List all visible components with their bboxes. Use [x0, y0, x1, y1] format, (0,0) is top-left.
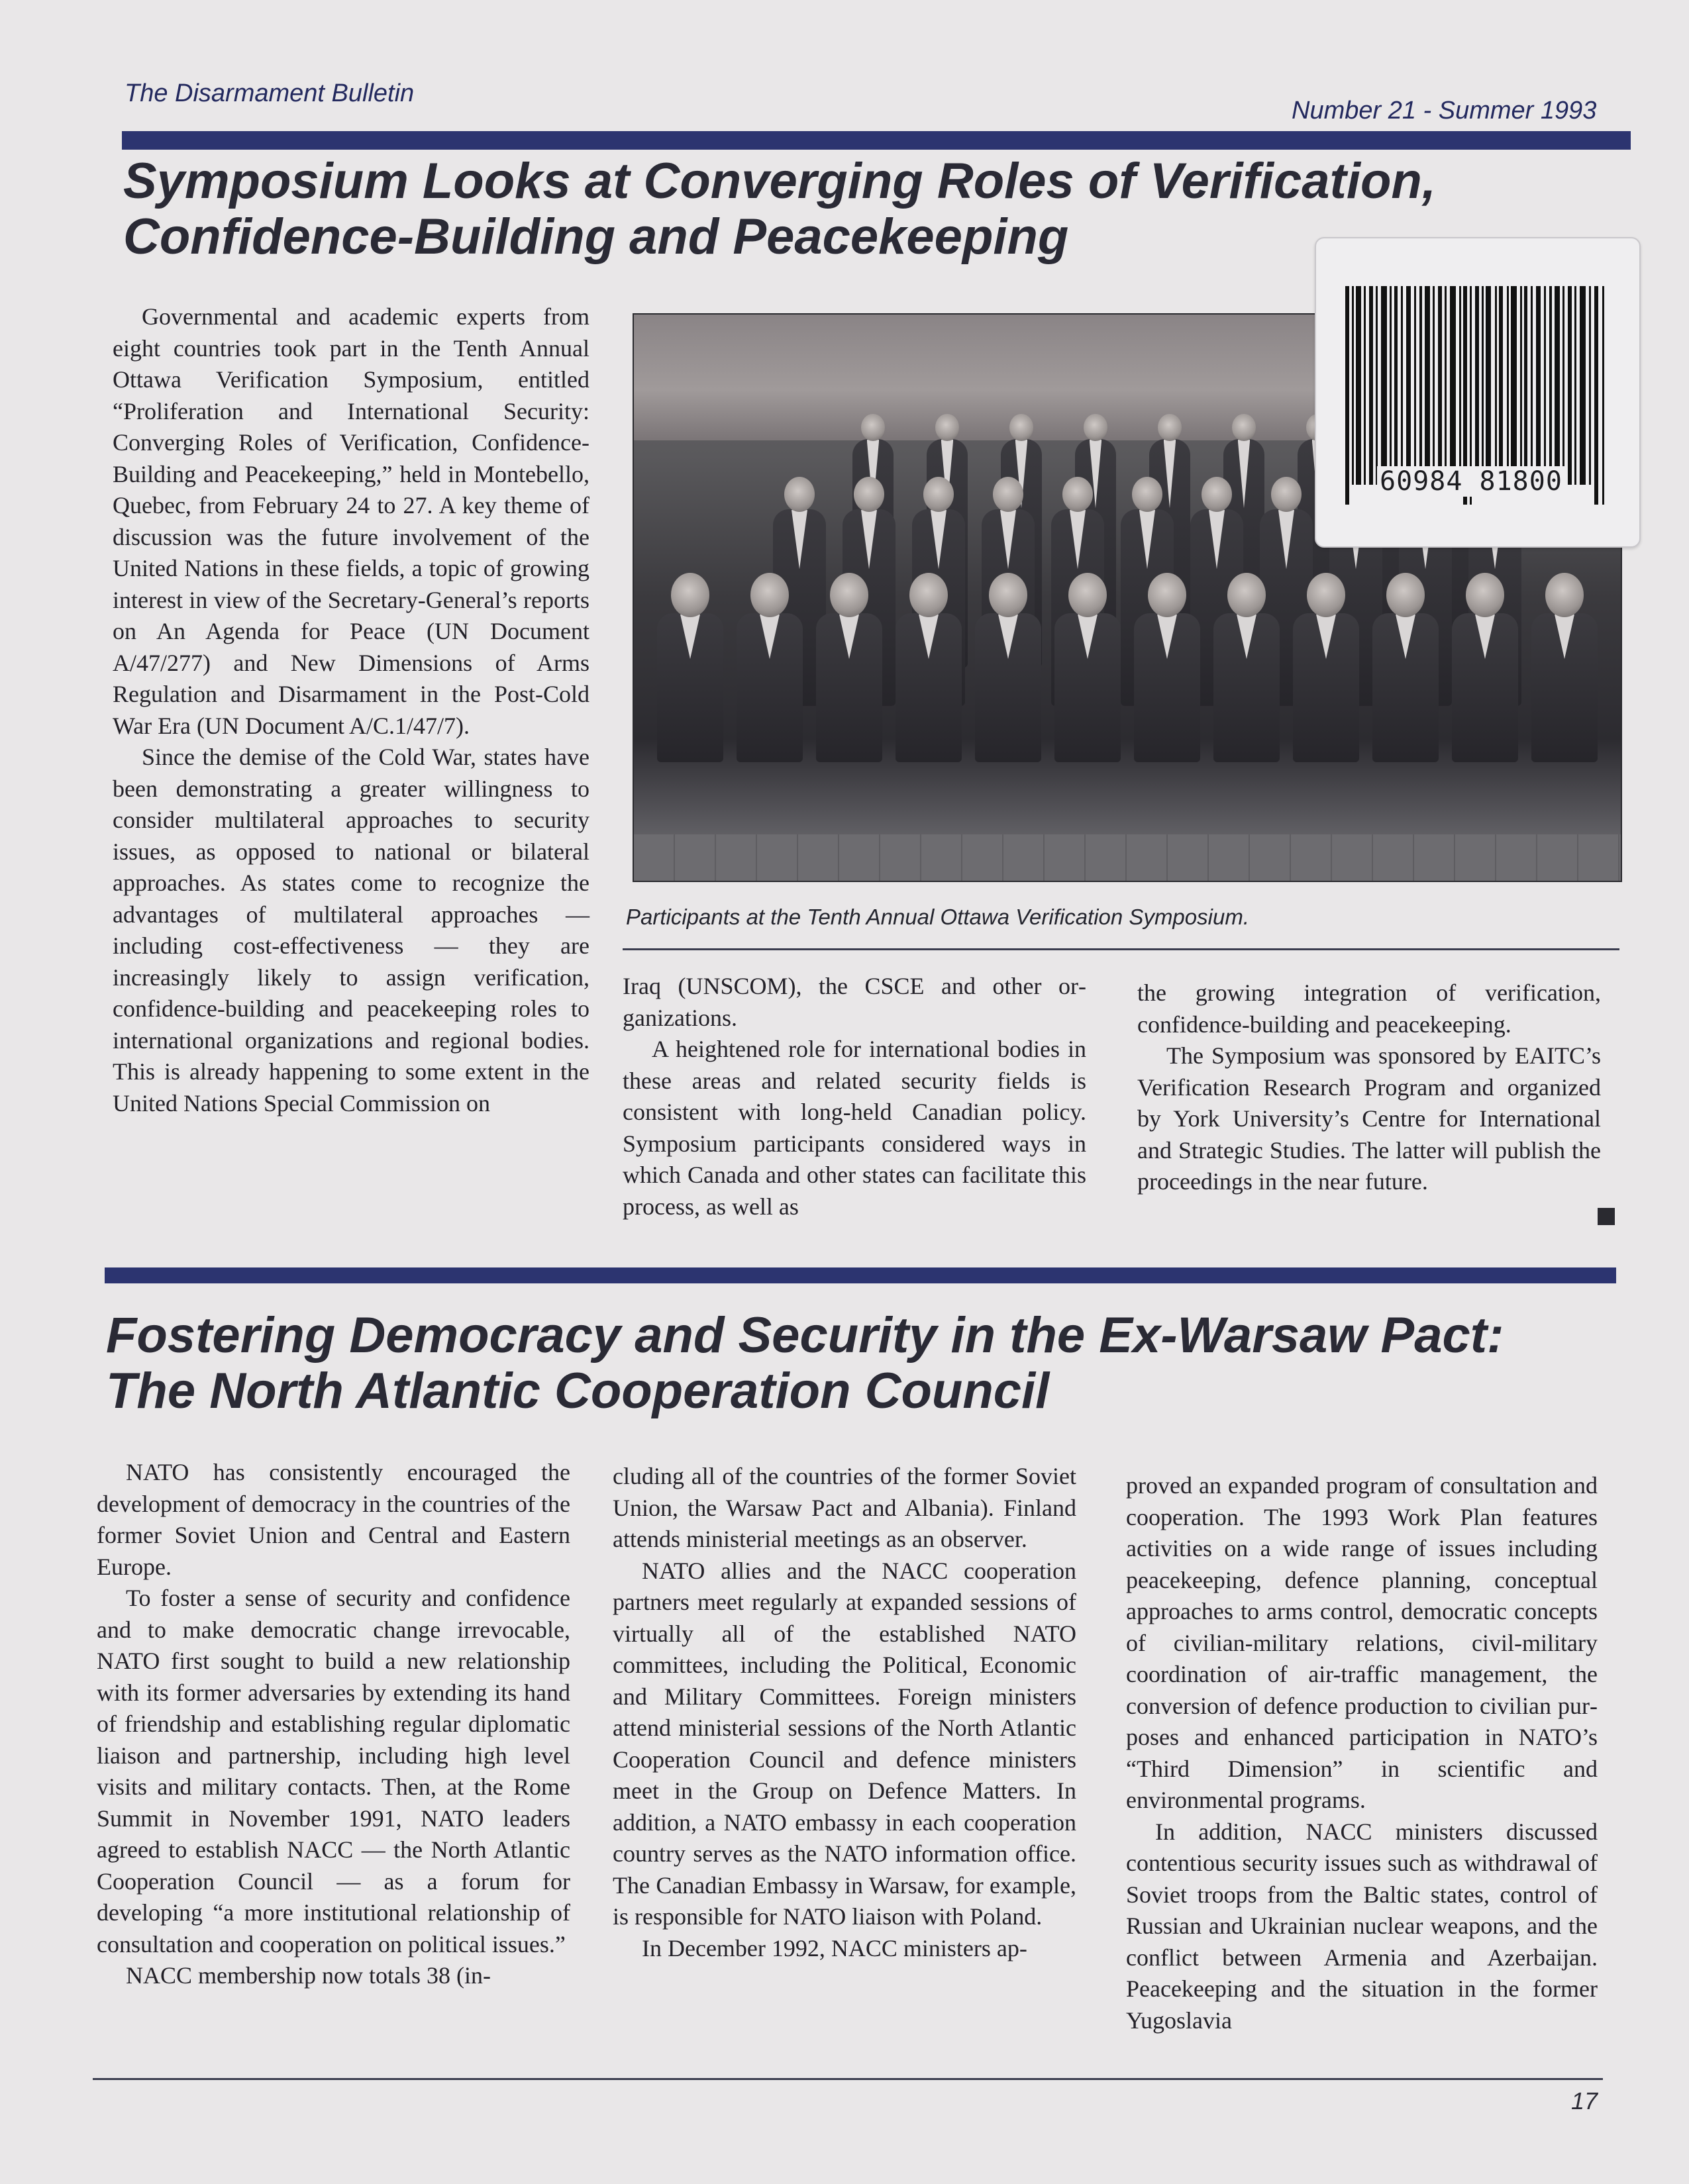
article1-paragraph: Since the demise of the Cold War, states have been demonstrating a greater willingness to consider multilateral approaches to security issues, as opposed to national or bilateral approaches. As states come to recognize the advantages of multilateral approaches — including cost-effectiveness — they are increasingly likely to assign verification, confidence-building and peacekeeping roles to international organizations and regional bodies. This is already happening to some extent in the United Nations Special Commission on — [113, 744, 589, 1117]
publication-name: The Disarmament Bulletin — [125, 79, 415, 107]
article1-headline — [123, 154, 1448, 264]
article1-paragraph: the growing integration of verification, confidence-building and peacekeeping. — [1137, 979, 1601, 1038]
article2-column-1 — [97, 1457, 570, 1992]
article2-headline-line1: Fostering Democracy and Security in the Ex-Warsaw Pact: — [106, 1307, 1504, 1364]
end-of-article-mark — [1598, 1208, 1615, 1225]
article1-paragraph: A heightened role for international bodies in these areas and related security fields is consistent with long-held Canadian policy. Symposium participants considered ways in which Canada and other states can facilitate this process, as well as — [623, 1036, 1086, 1220]
page-number: 17 — [1571, 2087, 1598, 2114]
section-rule — [105, 1267, 1616, 1283]
article2-paragraph: In December 1992, NACC ministers ap- — [642, 1934, 1027, 1961]
barcode-sticker — [1315, 237, 1641, 548]
footer-rule — [93, 2078, 1603, 2080]
header-rule — [122, 131, 1631, 150]
article2-column-3 — [1126, 1470, 1598, 2036]
article2-paragraph: In addition, NACC ministers discussed contentious security issues such as withdrawal of Soviet troops from the Baltic states, control of Russian and Ukrainian nuclear weapons, and the conflict between Armenia and Azerbaijan. Peacekeeping and the situation in the former Yugoslavia — [1126, 1818, 1598, 2034]
photo-floor — [634, 834, 1621, 881]
article2-headline — [106, 1308, 1629, 1418]
article1-paragraph: Governmental and academic experts from eight countries took part in the Tenth Annual Ottawa Verification Symposium, entitled “Proliferation and International Security: Converging Roles of Verification, Confidence-Building and Peacekeeping,” held in Montebello, Quebec, from February 24 to 27. A key theme of discussion was the future involvement of the United Nations in these fields, a topic of growing interest in view of the Secretary-General’s reports on An Agenda for Peace (UN Document A/47/277) and New Dimensions of Arms Regulation and Disarmament in the Post-Cold War Era (UN Document A/C.1/47/7). — [113, 303, 589, 739]
caption-rule — [623, 948, 1619, 950]
article2-paragraph: NATO has consistently encouraged the development of democracy in the countries of the former Soviet Union and Central and Eastern Europe. — [97, 1459, 570, 1580]
article1-paragraph: The Symposium was sponsored by EAITC’s Verification Research Program and organized by York University’s Centre for International and Strategic Studies. The latter will publish the proceedings in the near future. — [1137, 1042, 1601, 1195]
article2-paragraph: proved an expanded program of consultation and cooperation. The 1993 Work Plan features activities on a wide range of issues including peacekeeping, defence planning, conceptual approaches to arms control, democratic concepts of civilian-military relations, civil-military coordination of air-traffic management, the conversion of defence production to civilian purposes and enhanced participation in NATO’s “Third Dimension” in scientific and environmental programs. — [1126, 1472, 1598, 1813]
article1-headline-line1: Symposium Looks at Converging Roles of Verification, — [123, 153, 1436, 209]
article1-paragraph: Iraq (UNSCOM), the CSCE and other organizations. — [623, 973, 1086, 1031]
barcode-number: 60984 81800 — [1377, 466, 1565, 497]
article1-column-2 — [623, 971, 1086, 1222]
article2-paragraph: NACC membership now totals 38 (in- — [126, 1962, 491, 1989]
article2-headline-line2: The North Atlantic Cooperation Council — [106, 1362, 1050, 1419]
article1-column-3 — [1137, 977, 1601, 1198]
article1-headline-line2: Confidence-Building and Peacekeeping — [123, 208, 1069, 265]
article2-paragraph: NATO allies and the NACC cooperation partners meet regularly at expanded sessions of virtually all of the established NATO committees, including the Political, Economic and Military Committees. Foreign ministers attend ministerial sessions of the North Atlantic Cooperation Council and defence ministers meet in the Group on Defence Matters. In addition, a NATO embassy in each cooperation country serves as the NATO information office. The Canadian Embassy in Warsaw, for example, is responsible for NATO liaison with Poland. — [613, 1557, 1076, 1930]
article2-column-2 — [613, 1461, 1076, 1964]
issue-label: Number 21 - Summer 1993 — [1292, 97, 1597, 124]
photo-caption: Participants at the Tenth Annual Ottawa Verification Symposium. — [626, 905, 1249, 929]
article2-paragraph: To foster a sense of security and confidence and to make democratic change irrevocable, NATO first sought to build a new relationship with its former adversaries by extending its hand of friendship and establishing regular diplomatic liaison and partnership, including high level visits and military contacts. Then, at the Rome Summit in November 1991, NATO leaders agreed to establish NACC — the North Atlantic Cooperation Council — as a forum for developing “a more institutional relationship of consultation and cooperation on political issues.” — [97, 1585, 570, 1958]
article2-paragraph: cluding all of the countries of the former Soviet Union, the Warsaw Pact and Albania). Finland attends ministerial meetings as an observer. — [613, 1463, 1076, 1552]
article1-column-1 — [113, 301, 589, 1119]
